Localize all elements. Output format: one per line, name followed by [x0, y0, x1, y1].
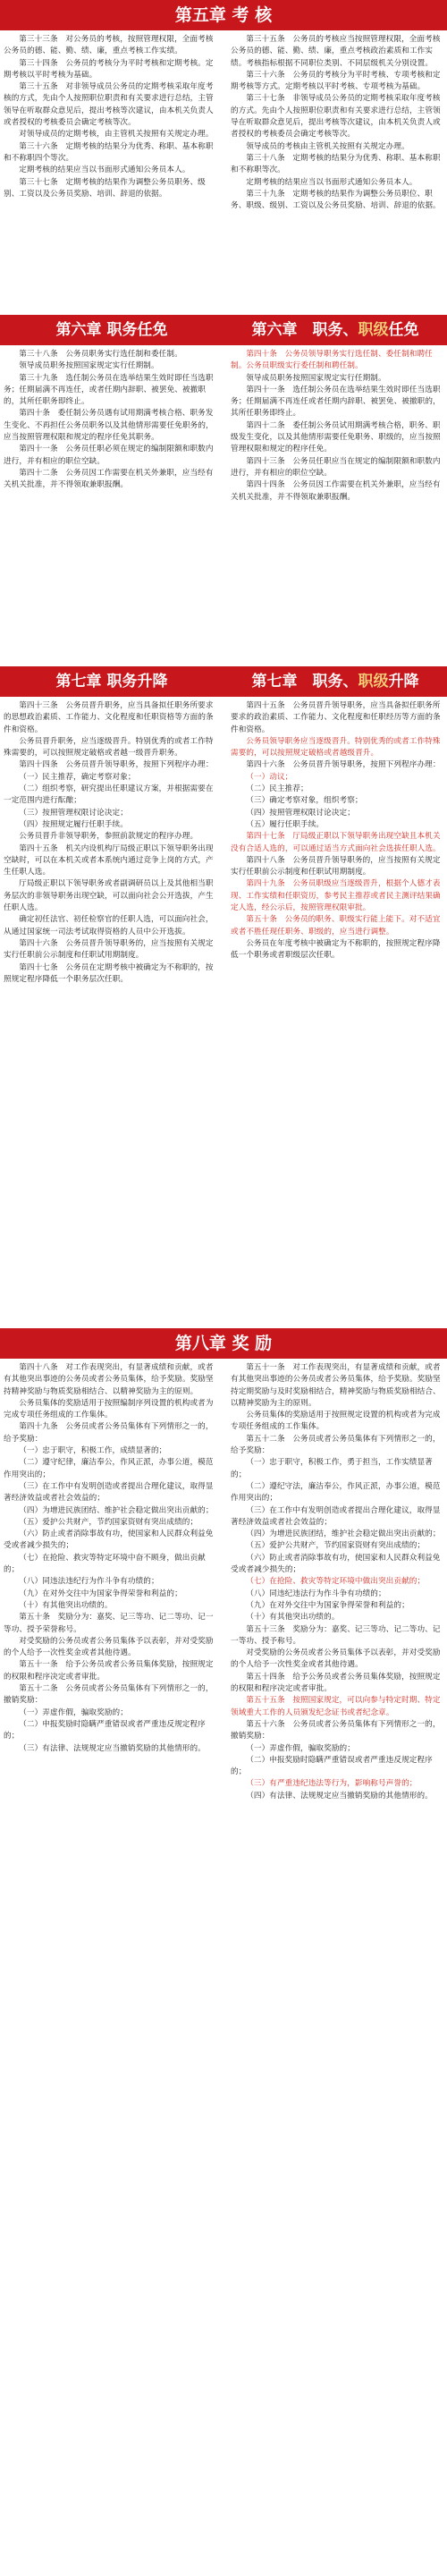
paragraph: 第四十八条 公务员晋升领导职务的，应当按照有关规定实行任职前公示制度和任职试用期制度。: [231, 855, 441, 877]
paragraph: 第四十七条 公务员在定期考核中被确定为不称职的，按照规定程序降低一个职务层次任职。: [4, 962, 214, 984]
paragraph: 第四十六条 公务员晋升领导职务，按照下列程序办理：: [246, 760, 441, 770]
paragraph: （四）为增进民族团结、维护社会稳定做出突出贡献的；: [19, 1505, 214, 1515]
title-highlight: 职级: [358, 673, 389, 691]
paragraph: 第四十五条 机关内设机构厅局级正职以下领导职务出现空缺时，可以在本机关或者本系统内通过竞争上岗的方式，产生任职人选。: [4, 843, 214, 877]
paragraph: （四）按照管理权限讨论决定；: [246, 808, 355, 818]
paragraph: 第三十五条 对非领导成员公务员的定期考核采取年度考核的方式，先由个人按照职位职责和有关要求进行总结，主管领导在听取群众意见后，提出考核等次建议，由本机关负责人或者授权的考核委员会确定考核等次。: [4, 82, 214, 128]
paragraph: 第四十六条 公务员晋升领导职务的，应当按照有关规定实行任职前公示制度和任职试用期制度。: [4, 938, 214, 961]
paragraph: 对受奖励的公务员或者公务员集体予以表彰，并对受奖励的个人给予一次性奖金或者其他待遇。: [231, 1648, 441, 1670]
paragraph: 第三十六条 公务员的考核分为平时考核、专项考核和定期考核等方式。定期考核以平时考核、专项考核为基础。: [231, 70, 441, 92]
chapter-6-columns: [0, 349, 447, 504]
chapter-7-title-new: [224, 666, 447, 697]
paragraph: 公务员在年度考核中被确定为不称职的，按照规定程序降低一个职务或者职级层次任职。: [231, 938, 441, 961]
paragraph: （二）民主推荐；: [246, 784, 308, 794]
paragraph: 第五十四条 给予公务员或者公务员集体奖励，按照规定的权限和程序决定或者审批。: [231, 1672, 441, 1694]
paragraph: 第四十四条 公务员因工作需要在机关外兼职，应当经有关机关批准，并不得领取兼职报酬。: [231, 480, 441, 502]
paragraph: （五）履行任职手续。: [246, 819, 325, 829]
title-part: 第七章 职务、: [251, 673, 358, 691]
paragraph: 第四十二条 委任制公务员试用期满考核合格，职务、职级发生变化，以及其他情形需要任免职务、职级的，应当按照管理权限和规定的程序任免。: [231, 420, 441, 454]
paragraph: （一）民主推荐，确定考察对象；: [19, 772, 136, 782]
title-part: 升降: [388, 673, 419, 691]
paragraph: （六）防止或者消除事故有功，使国家和人民群众利益免受或者减少损失的；: [231, 1553, 441, 1575]
paragraph: 第四十三条 公务员晋升职务，应当具备拟任职务所要求的思想政治素质、工作能力、文化程度和任职资格等方面的条件和资格。: [4, 701, 214, 734]
paragraph: 第四十四条 公务员晋升领导职务，按照下列程序办理：: [19, 760, 214, 770]
paragraph: 公务员集体的奖励适用于按照编制序列设置的机构或者为完成专项任务组成的工作集体。: [4, 1398, 214, 1420]
paragraph: 第四十条 委任制公务员遇有试用期满考核合格、职务发生变化、不再担任公务员职务以及其他情形需要任免职务的，应当按照管理权限和规定的程序任免其职务。: [4, 409, 214, 443]
chapter-8-columns: [0, 1362, 447, 1802]
paragraph: 领导成员职务按照国家规定实行任期制。: [19, 361, 159, 371]
chapter-8-title: 第八章 奖 励: [174, 1334, 273, 1353]
title-part: 第六章 职务、: [251, 321, 358, 339]
paragraph: 第三十九条 定期考核的结果作为调整公务员职位、职务、职级、级别、工资以及公务员奖励、培训、辞退的依据。: [231, 189, 441, 211]
paragraph: 第五十条 公务员的职务、职级实行能上能下。对不适宜或者不胜任现任职务、职级的，应当进行调整。: [231, 915, 441, 936]
paragraph: 第三十三条 对公务员的考核，按照管理权限，全面考核公务员的德、能、勤、绩、廉，重点考核工作实绩。: [4, 35, 214, 56]
paragraph: 定期考核的结果应当以书面形式通知公务员本人。: [19, 165, 190, 175]
paragraph: 厅局级正职以下领导职务或者副调研员以上及其他相当职务层次的非领导职务出现空缺，可以面向社会公开选拔，产生任职人选。: [4, 879, 214, 913]
chapter-5-columns: [0, 34, 447, 212]
chapter-5-new-text: [227, 34, 447, 212]
chapter-5-old-text: [0, 34, 220, 212]
paragraph: （七）在抢险、救灾等特定环境中做出突出贡献的；: [246, 1577, 426, 1587]
paragraph: （一）忠于职守，积极工作，勇于担当，工作实绩显著的；: [231, 1458, 433, 1479]
paragraph: （三）有法律、法规规定应当撤销奖励的其他情形的。: [19, 1743, 206, 1753]
paragraph: （三）确定考察对象，组织考察；: [246, 796, 363, 806]
chapter-7-title-old: 第七章 职务升降: [55, 673, 168, 691]
chapter-6-title-old: 第六章 职务任免: [55, 321, 168, 339]
chapter-6-old-text: [0, 349, 220, 504]
chapter-7-new-text: [227, 700, 447, 986]
paragraph: （八）同违法违纪行为作斗争有功绩的；: [19, 1577, 159, 1587]
paragraph: 第五十二条 公务员或者公务员集体有下列情形之一的，给予奖励：: [231, 1434, 441, 1456]
paragraph: （五）爱护公共财产，节约国家资财有突出成绩的；: [19, 1517, 198, 1527]
paragraph: （三）在工作中有发明创造或者提出合理化建议，取得显著经济效益或者社会效益的；: [4, 1481, 214, 1504]
chapter-7-columns: [0, 700, 447, 986]
paragraph: （六）防止或者消除事故有功，使国家和人民群众利益免受或者减少损失的；: [4, 1530, 214, 1551]
paragraph: 确定初任法官、初任检察官的任职人选，可以面向社会，从通过国家统一司法考试取得资格的人员中公开选拔。: [4, 915, 214, 936]
paragraph: （十）有其他突出功绩的。: [19, 1600, 113, 1610]
paragraph: 第四十九条 公务员或者公务员集体有下列情形之一的，给予奖励：: [4, 1422, 214, 1444]
paragraph: 第三十八条 定期考核的结果分为优秀、称职、基本称职和不称职等次。: [231, 153, 441, 175]
paragraph: 第五十五条 按照国家规定，可以向参与特定时期、特定领域重大工作的人员颁发纪念证书或者纪念章。: [231, 1696, 441, 1717]
paragraph: （二）组织考察，研究提出任职建议方案，并根据需要在一定范围内进行酝酿；: [4, 784, 214, 806]
paragraph: 第四十八条 对工作表现突出，有显著成绩和贡献，或者有其他突出事迹的公务员或者公务员集体，给予奖励。奖励坚持精神奖励与物质奖励相结合、以精神奖励为主的原则。: [4, 1363, 214, 1396]
paragraph: （一）弄虚作假，骗取奖励的；: [19, 1707, 128, 1717]
chapter-7-old-text: [0, 700, 220, 986]
paragraph: 第三十八条 公务员职务实行选任制和委任制。: [19, 350, 182, 359]
paragraph: （四）为增进民族团结，维护社会稳定做出突出贡献的；: [246, 1530, 441, 1539]
paragraph: （四）有法律、法规规定应当撤销奖励的其他情形的。: [246, 1791, 433, 1801]
paragraph: 对领导成员的定期考核，由主管机关按照有关规定办理。: [19, 130, 214, 140]
paragraph: 第四十五条 公务员晋升领导职务，应当具备拟任职务所要求的政治素质、工作能力、文化程度和任职经历等方面的条件和资格。: [231, 701, 441, 734]
paragraph: 第五十六条 公务员或者公务员集体有下列情形之一的，撤销奖励：: [231, 1719, 441, 1741]
paragraph: 第四十一条 选任制公务员在选举结果生效时即任当选职务；任期届满不再连任或者任期内辞职、被罢免、被撤职的，其所任职务即终止。: [231, 385, 441, 419]
paragraph: （九）在对外交往中为国家争得荣誉和利益的；: [246, 1600, 409, 1610]
paragraph: （九）在对外交往中为国家争得荣誉和利益的；: [19, 1589, 182, 1598]
paragraph: （四）按照规定履行任职手续。: [19, 819, 128, 829]
paragraph: 第五十一条 给予公务员或者公务员集体奖励，按照规定的权限和程序决定或者审批。: [4, 1660, 214, 1682]
paragraph: 第四十二条 公务员因工作需要在机关外兼职，应当经有关机关批准，并不得领取兼职报酬。: [4, 468, 214, 490]
paragraph: （一）忠于职守，积极工作，成绩显著的；: [19, 1446, 167, 1456]
paragraph: 公务员晋升非领导职务，参照前款规定的程序办理。: [19, 832, 198, 842]
paragraph: 第三十七条 定期考核的结果作为调整公务员职务、级别、工资以及公务员奖励、培训、辞退的依据。: [4, 177, 206, 199]
chapter-8-header: [0, 1328, 447, 1359]
paragraph: 第四十九条 公务员职级应当逐级晋升，根据个人德才表现、工作实绩和任职资历，参考民主推荐或者民主测评结果确定人选，经公示后，按照管理权限审批。: [231, 879, 441, 913]
paragraph: 第三十四条 公务员的考核分为平时考核和定期考核。定期考核以平时考核为基础。: [4, 58, 214, 80]
paragraph: 第四十条 公务员领导职务实行选任制、委任制和聘任制。公务员职级实行委任制和聘任制。: [231, 350, 433, 371]
paragraph: （三）有严重违纪违法等行为，影响称号声誉的；: [246, 1779, 417, 1789]
paragraph: （八）同违纪违法行为作斗争有功绩的；: [246, 1589, 386, 1598]
paragraph: 第五十二条 公务员或者公务员集体有下列情形之一的，撤销奖励：: [4, 1684, 214, 1706]
paragraph: （二）遵守纪律，廉洁奉公，作风正派，办事公道，模范作用突出的；: [4, 1458, 214, 1479]
chapter-5-header: [0, 0, 447, 30]
paragraph: 第四十一条 公务员任职必须在规定的编制限额和职数内进行，并有相应的职位空缺。: [4, 445, 214, 466]
chapter-8-new-text: [227, 1362, 447, 1802]
paragraph: 第三十五条 公务员的考核应当按照管理权限，全面考核公务员的德、能、勤、绩、廉，重点考核政治素质和工作实绩。考核指标根据不同职位类别、不同层级机关分别设置。: [231, 35, 441, 68]
title-highlight: 职级: [358, 321, 389, 339]
paragraph: 第四十七条 厅局级正职以下领导职务出现空缺且本机关没有合适人选的，可以通过适当方式面向社会选拔任职人选。: [231, 832, 441, 853]
paragraph: （七）在抢险、救灾等特定环境中奋不顾身，做出贡献的；: [4, 1553, 206, 1575]
title-part: 任免: [388, 321, 419, 339]
paragraph: （三）按照管理权限讨论决定；: [19, 808, 128, 818]
paragraph: （二）遵纪守法，廉洁奉公，作风正派，办事公道，模范作用突出的；: [231, 1481, 441, 1504]
chapter-7-header: [0, 666, 447, 697]
paragraph: （一）弄虚作假，骗取奖励的；: [246, 1743, 355, 1753]
paragraph: （五）爱护公共财产，节约国家资财有突出成绩的；: [246, 1541, 426, 1551]
paragraph: （一）动议；: [246, 772, 293, 782]
paragraph: 第三十七条 非领导成员公务员的定期考核采取年度考核的方式。先由个人按照职位职责和有关要求进行总结，主管领导在听取群众意见后，提出考核等次建议，由本机关负责人或者授权的考核委员会确定考核等次。: [231, 94, 441, 140]
paragraph: （十）有其他突出功绩的。: [246, 1613, 340, 1623]
chapter-6-header: [0, 315, 447, 345]
paragraph: 公务员晋升职务，应当逐级晋升。特别优秀的或者工作特殊需要的，可以按照规定破格或者越一级晋升职务。: [4, 736, 214, 758]
paragraph: 领导成员的考核由主管机关按照有关规定办理。: [246, 141, 409, 151]
paragraph: 公务员领导职务应当逐级晋升。特别优秀的或者工作特殊需要的，可以按照规定破格或者越级晋升。: [231, 736, 441, 758]
paragraph: 第五十一条 对工作表现突出，有显著成绩和贡献，或者有其他突出事迹的公务员或者公务员集体，给予奖励。奖励坚持定期奖励与及时奖励相结合，精神奖励与物质奖励相结合、以精神奖励为主的原则。: [231, 1363, 441, 1408]
paragraph: 定期考核的结果应当以书面形式通知公务员本人。: [246, 177, 417, 187]
paragraph: 领导成员职务按照国家规定实行任期制。: [246, 373, 386, 383]
paragraph: 公务员集体的奖励适用于按照规定设置的机构或者为完成专项任务组成的工作集体。: [231, 1411, 441, 1432]
paragraph: 第三十六条 定期考核的结果分为优秀、称职、基本称职和不称职四个等次。: [4, 141, 214, 163]
chapter-6-title-new: [224, 315, 447, 345]
paragraph: 第五十条 奖励分为：嘉奖、记三等功、记二等功、记一等功、授予荣誉称号。: [4, 1613, 214, 1634]
paragraph: 第四十三条 公务员任职应当在规定的编制限额和职数内进行，并有相应的职位空缺。: [231, 456, 441, 478]
paragraph: 第三十九条 选任制公务员在选举结果生效时即任当选职务；任期届满不再连任，或者任期内辞职、被罢免、被撤职的，其所任职务即终止。: [4, 373, 214, 407]
chapter-5-title: 第五章 考 核: [174, 5, 273, 25]
paragraph: （三）在工作中有发明创造或者提出合理化建议，取得显著经济效益或者社会效益的；: [231, 1505, 441, 1527]
chapter-6-new-text: [227, 349, 447, 504]
paragraph: （二）申报奖励时隐瞒严重错误或者严重违反规定程序的；: [231, 1755, 433, 1777]
paragraph: 对受奖励的公务员或者公务员集体予以表彰，并对受奖励的个人给予一次性奖金或者其他待遇。: [4, 1636, 214, 1658]
chapter-8-old-text: [0, 1362, 220, 1802]
paragraph: （二）申报奖励时隐瞒严重错误或者严重违反规定程序的；: [4, 1719, 206, 1741]
paragraph: 第五十三条 奖励分为：嘉奖、记三等功、记二等功、记一等功、授予称号。: [231, 1624, 441, 1646]
